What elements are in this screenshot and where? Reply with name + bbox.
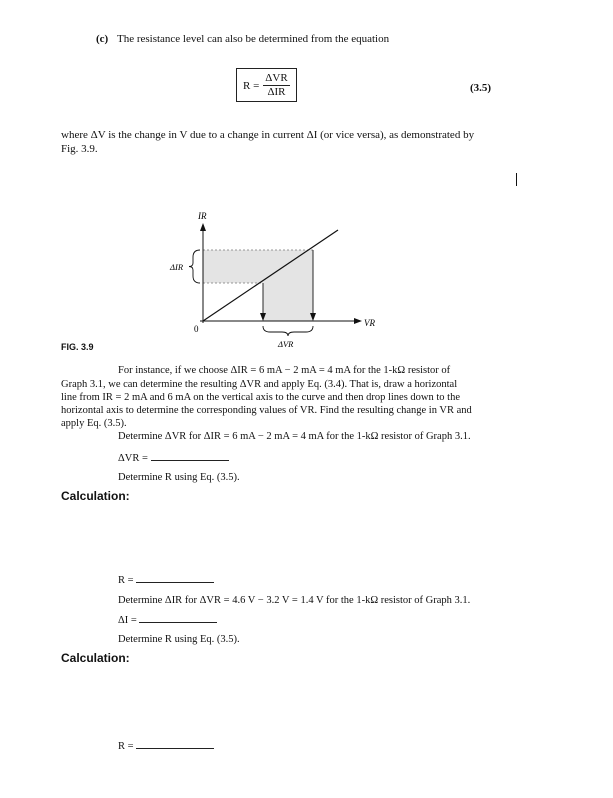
part-c <box>96 33 389 46</box>
task1-result-label: R = <box>118 575 134 586</box>
task2-instruction-2: Determine R using Eq. (3.5). <box>118 634 240 645</box>
equation-box <box>236 68 297 102</box>
delta-v-label: ΔVR <box>278 339 294 349</box>
paragraph-line-3: line from IR = 2 mA and 6 mA on the vertical axis to the curve and then drop lines down to the <box>61 392 461 403</box>
text-cursor <box>516 173 517 186</box>
task2-answer-blank[interactable] <box>139 613 217 623</box>
task1-calc-label: Calculation: <box>61 489 130 503</box>
paragraph-line-2: Graph 3.1, we can determine the resulting ΔVR and apply Eq. (3.4). That is, draw a horizontal <box>61 379 458 390</box>
task2-calc-label: Calculation: <box>61 651 130 665</box>
figure-caption: FIG. 3.9 <box>61 342 94 352</box>
task1-instruction-2: Determine R using Eq. (3.5). <box>118 472 240 483</box>
equation-denominator: ΔIR <box>267 86 286 98</box>
delta-i-brace <box>189 250 200 283</box>
paragraph-line-1: For instance, if we choose ΔIR = 6 mA − 2 mA = 4 mA for the 1-kΩ resistor of <box>118 365 451 376</box>
delta-v-band <box>263 283 313 321</box>
task1-answer-blank[interactable] <box>151 451 229 461</box>
task2-answer <box>118 613 217 627</box>
delta-i-label: ΔIR <box>170 262 184 272</box>
where-line-2: Fig. 3.9. <box>61 143 98 155</box>
equation-fraction <box>263 72 289 99</box>
figure-3-9 <box>160 205 390 355</box>
equation-number: (3.5) <box>470 82 492 94</box>
task2-result <box>118 739 214 753</box>
task1-answer-label: ΔVR = <box>118 453 148 464</box>
origin-label: 0 <box>194 324 199 334</box>
paragraph-line-4: horizontal axis to determine the corresponding values of VR. Find the resulting change in VR and <box>61 405 472 416</box>
delta-i-band <box>203 250 313 283</box>
equation-numerator: ΔVR <box>265 72 288 84</box>
x-axis-arrow <box>354 318 362 324</box>
y-axis-arrow <box>200 223 206 231</box>
task2-instruction: Determine ΔIR for ΔVR = 4.6 V − 3.2 V = 1.4 V for the 1-kΩ resistor of Graph 3.1. <box>118 595 471 606</box>
task2-answer-label: ΔI = <box>118 615 137 626</box>
equation-lhs: R = <box>243 79 260 92</box>
delta-v-brace <box>263 326 313 336</box>
part-c-text: The resistance level can also be determined from the equation <box>116 33 390 45</box>
part-label: (c) <box>96 33 109 45</box>
task2-result-label: R = <box>118 741 134 752</box>
y-axis-label: IR <box>198 211 207 221</box>
task1-result <box>118 573 214 587</box>
where-line-1: where ΔV is the change in V due to a change in current ΔI (or vice versa), as demonstrated by <box>61 129 475 141</box>
x-axis-label: VR <box>364 318 375 328</box>
task1-instruction: Determine ΔVR for ΔIR = 6 mA − 2 mA = 4 mA for the 1-kΩ resistor of Graph 3.1. <box>118 431 471 442</box>
task1-result-blank[interactable] <box>136 573 214 583</box>
paragraph-line-5: apply Eq. (3.5). <box>61 418 127 429</box>
task1-answer <box>118 451 229 465</box>
task2-result-blank[interactable] <box>136 739 214 749</box>
